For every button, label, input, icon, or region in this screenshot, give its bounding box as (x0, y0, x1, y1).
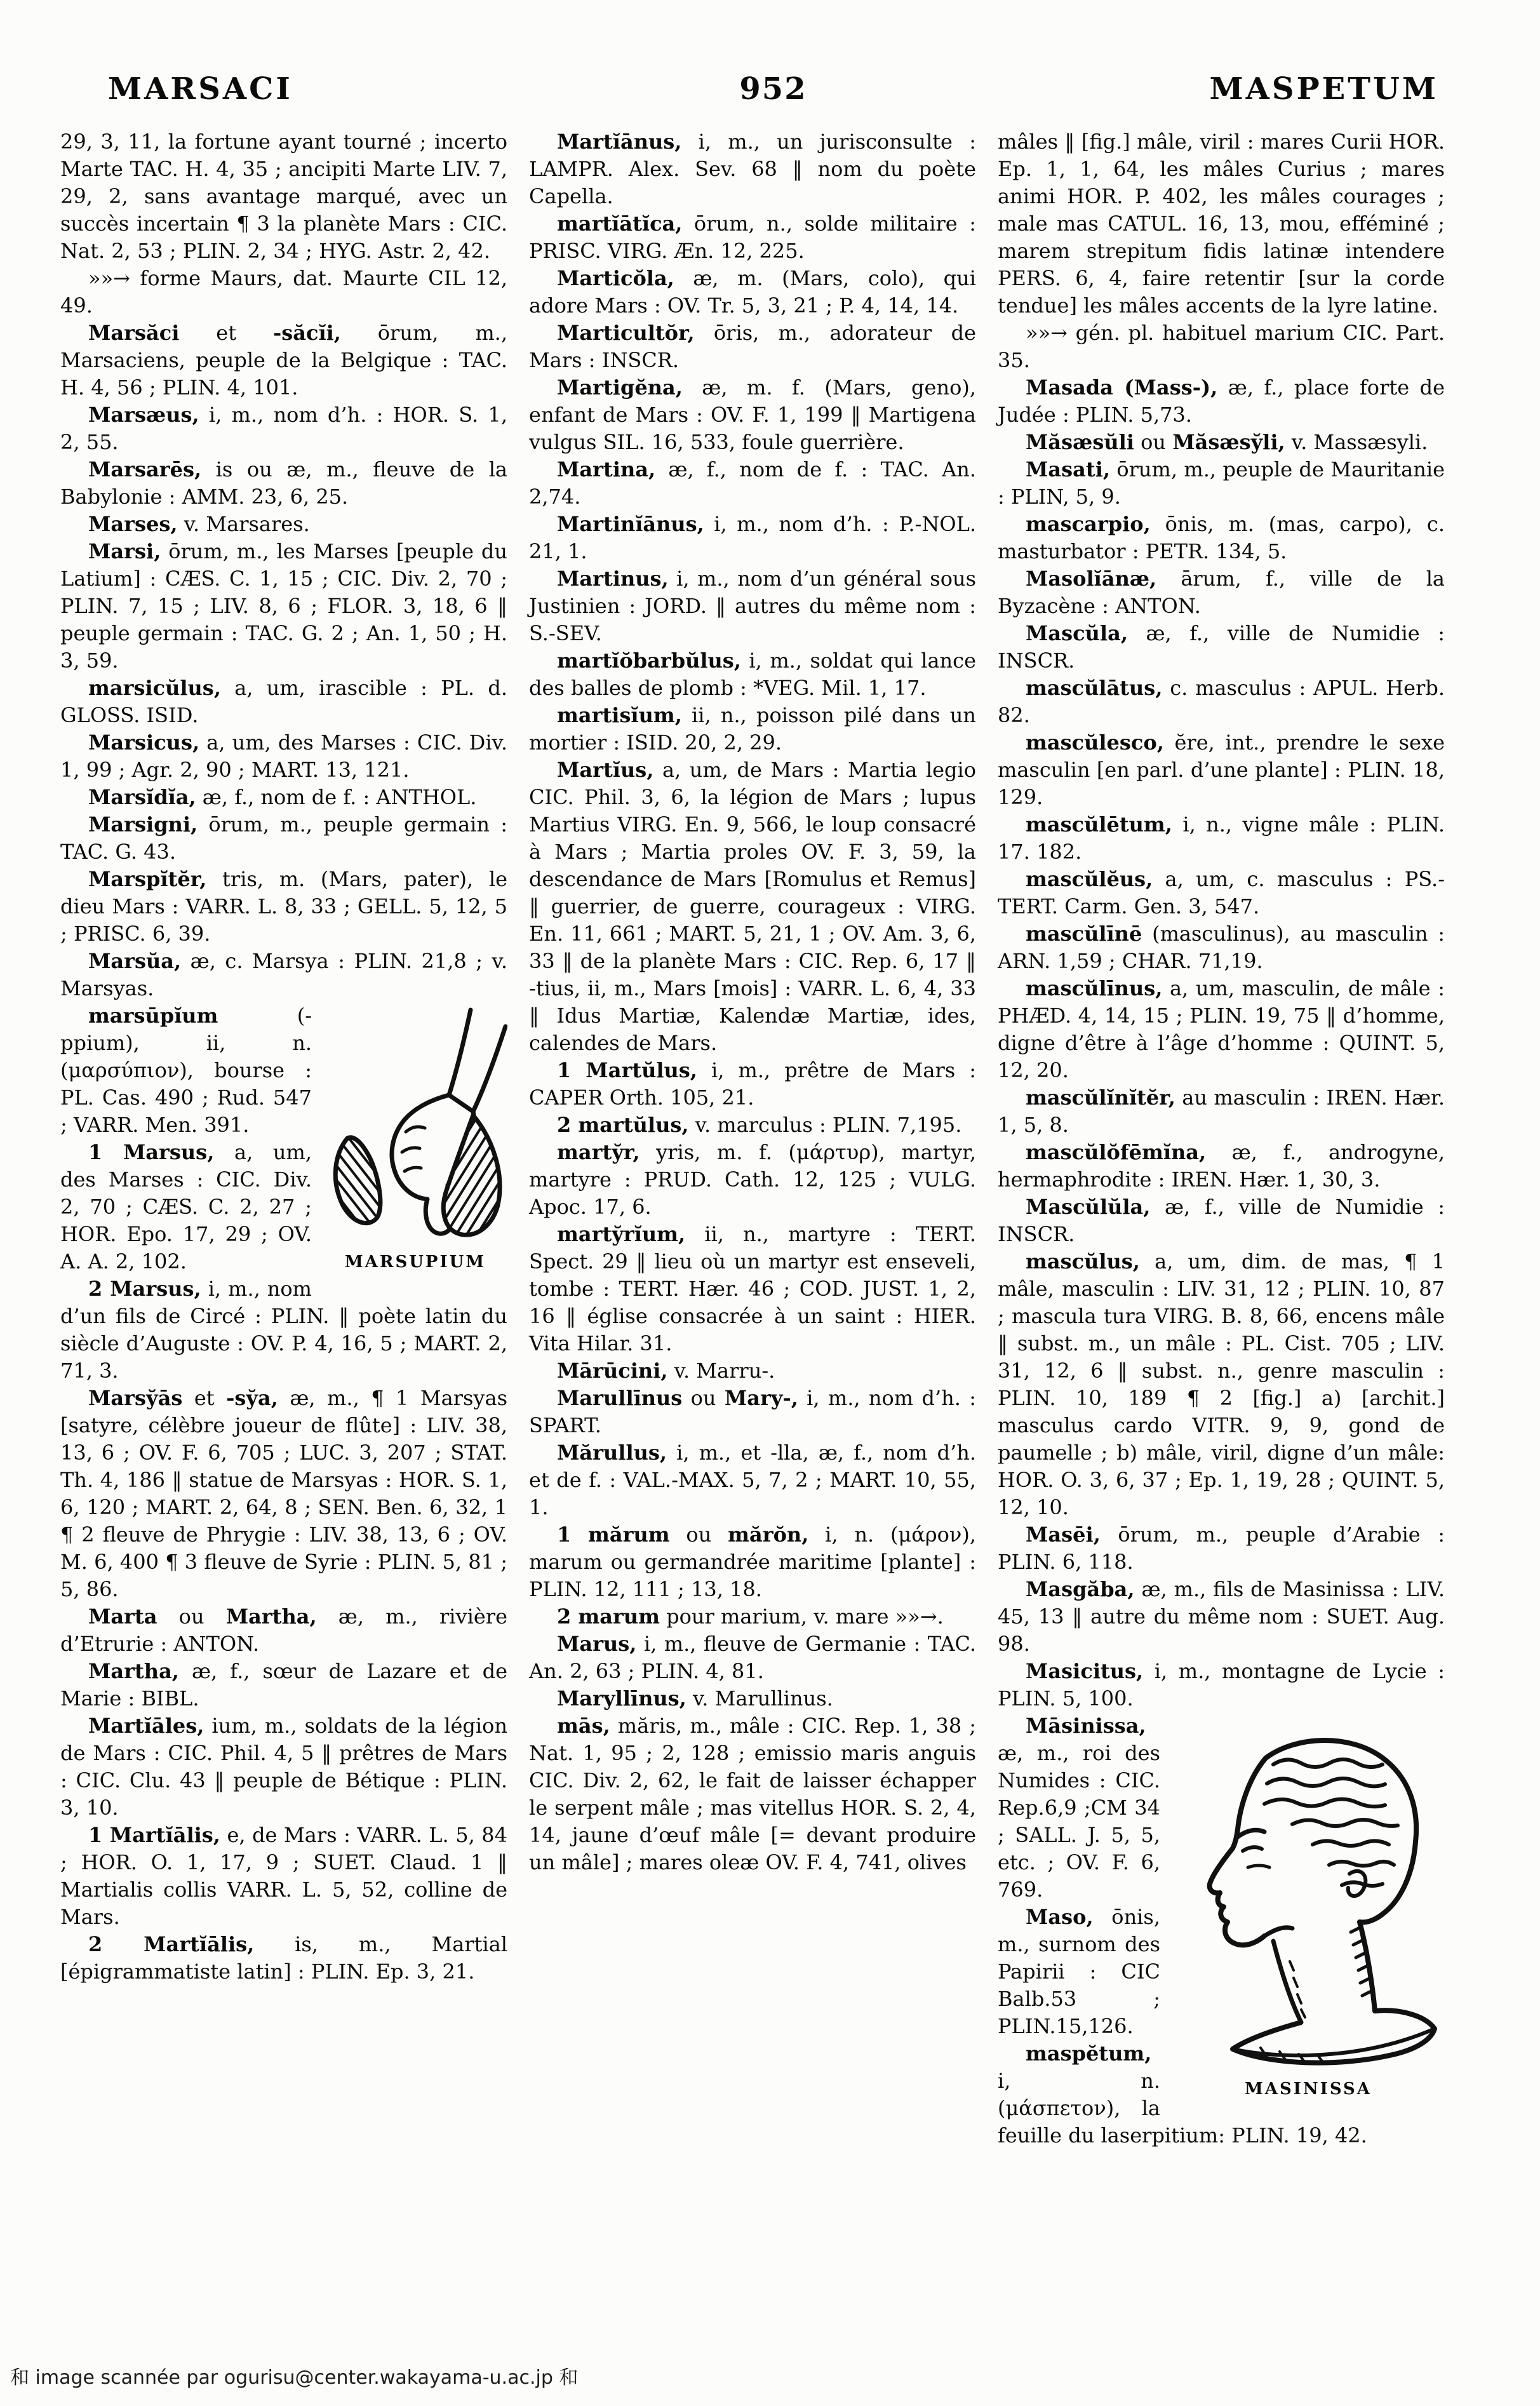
headword: 1 Marsus, (88, 1140, 215, 1164)
dictionary-entry (529, 456, 976, 511)
entry-text: ii, n., martyre : TERT. Spect. 29 ‖ lieu où un martyr est enseveli, tombe : TERT. Hær. 46 ; COD. JUST. 1, 2, 16 ‖ église consacrée à un saint : HIER. Vita Hilar. 31. (529, 1222, 976, 1355)
entry-text: ōrum, m., peuple germain : TAC. G. 43. (60, 812, 507, 864)
dictionary-entry (998, 128, 1445, 319)
headword: Marses, (88, 512, 178, 536)
headword: mascŭlesco, (1026, 730, 1164, 755)
entry-text: æ, f., nom de f. : ANTHOL. (196, 785, 477, 809)
headword: mascŭlētum, (1026, 812, 1172, 837)
entry-text: ou (157, 1604, 226, 1629)
dictionary-entry (529, 1439, 976, 1521)
headword: 2 Marsus, (88, 1277, 201, 1301)
page-header (0, 0, 1540, 107)
entry-text: ōrum, m., peuple de Mauritanie : PLIN, 5, 9. (998, 457, 1445, 509)
entry-text: »»→ forme Maurs, dat. Maurte CIL 12, 49. (60, 266, 507, 318)
entry-text: a, um, des Marses : CIC. Div. 2, 70 ; CÆS. C. 2, 27 ; HOR. Epo. 17, 29 ; OV. A. A. 2, 102. (60, 1140, 312, 1274)
dictionary-entry (60, 265, 507, 319)
header-keyword-left: MARSACI (108, 71, 293, 107)
entry-text: et (179, 321, 273, 345)
entry-text: 29, 3, 11, la fortune ayant tourné ; incerto Marte TAC. H. 4, 35 ; ancipiti Marte LIV. 7, 29, 2, sans avantage marqué, avec un succès incertain ¶ 3 la planète Mars : CIC. Nat. 2, 53 ; PLIN. 2, 34 ; HYG. Astr. 2, 42. (60, 130, 507, 263)
entry-text: ōnis, m. (mas, carpo), c. masturbator : PETR. 134, 5. (998, 512, 1445, 563)
dictionary-entry (998, 811, 1445, 866)
headword: Marsi, (88, 539, 161, 563)
dictionary-entry (60, 1931, 507, 1986)
entry-text: ārum, f., ville de la Byzacène : ANTON. (998, 567, 1445, 618)
headword: 2 marum (557, 1604, 660, 1629)
dictionary-entry (529, 319, 976, 374)
headword: Masicitus, (1026, 1659, 1144, 1683)
entry-text: æ, f., androgyne, hermaphrodite : IREN. Hær. 1, 30, 3. (998, 1140, 1445, 1192)
entry-text: ōrum, m., Marsaciens, peuple de la Belgique : TAC. H. 4, 56 ; PLIN. 4, 101. (60, 321, 508, 400)
entry-text: i, m., nom d’h. : HOR. S. 1, 2, 55. (60, 403, 507, 454)
entry-text: i, m., nom d’un fils de Circé : PLIN. ‖ poète latin du siècle d’Auguste : OV. P. 4, 16, 5 ; MART. 2, 71, 3. (60, 1277, 507, 1383)
dictionary-entry (529, 1112, 976, 1139)
page-number: 952 (739, 71, 807, 107)
entry-text: ōrum, m., les Marses [peuple du Latium] : CÆS. C. 1, 15 ; CIC. Div. 2, 70 ; PLIN. 7, 15 ; LIV. 8, 6 ; FLOR. 3, 18, 6 ‖ peuple germain : TAC. G. 2 ; An. 1, 50 ; H. 3, 59. (60, 539, 507, 673)
dictionary-entry (60, 675, 507, 729)
dictionary-entry (998, 511, 1445, 565)
headword: Măsæsŭli (1026, 430, 1134, 454)
dictionary-entry (998, 374, 1445, 429)
headword: Marsigni, (88, 812, 198, 837)
entry-text: v. Marsares. (177, 512, 310, 536)
headword: marsicŭlus, (88, 676, 221, 700)
entry-text: ou (669, 1522, 728, 1547)
entry-text: au masculin : IREN. Hær. 1, 5, 8. (998, 1085, 1445, 1137)
headword: Mārūcini, (557, 1359, 668, 1383)
dictionary-entry (998, 620, 1445, 675)
headword: mascarpio, (1026, 512, 1151, 536)
headword: Marsy̆ās (88, 1386, 183, 1410)
entry-text: mâles ‖ [fig.] mâle, viril : mares Curii HOR. Ep. 1, 1, 64, les mâles Curius ; mares animi HOR. P. 402, les mâles courages ; male mas CATUL. 16, 13, mou, efféminé ; marem strepitum fidis latinæ intendere PERS. 6, 4, faire retentir [sur la corde tendue] les mâles accents de la lyre latine. (998, 130, 1445, 318)
dictionary-entry (998, 456, 1445, 511)
headword: Martigĕna, (557, 375, 683, 400)
dictionary-entry (998, 1193, 1445, 1248)
dictionary-entry (60, 319, 507, 401)
entry-text: e, de Mars : VARR. L. 5, 84 ; HOR. O. 1, 17, 9 ; SUET. Claud. 1 ‖ Martialis collis VARR. L. 5, 52, colline de Mars. (60, 1823, 508, 1929)
headword: Marullīnus (557, 1386, 683, 1410)
headword: Marticultŏr, (557, 321, 695, 345)
dictionary-entry (60, 1712, 507, 1822)
entry-text: æ, m., fils de Masinissa : LIV. 45, 13 ‖ autre du même nom : SUET. Aug. 98. (998, 1577, 1445, 1656)
figure-caption: MASINISSA (1245, 2080, 1372, 2099)
dictionary-entry (60, 1658, 507, 1712)
headword: Martina, (557, 457, 656, 481)
entry-text: v. Marullinus. (686, 1686, 833, 1710)
dictionary-entry (60, 511, 507, 538)
entry-text: et (182, 1386, 227, 1410)
headword: mascŭlīnus, (1026, 976, 1163, 1000)
entry-text: i, m., nom d’h. : SPART. (529, 1386, 977, 1437)
dictionary-entry (998, 1658, 1445, 1712)
headword: marty̆rĭum, (557, 1222, 686, 1246)
headword: mascŭlĕus, (1026, 867, 1153, 891)
masinissa-illustration (1172, 1717, 1445, 2103)
entry-text: i, m., et -lla, æ, f., nom d’h. et de f. : VAL.-MAX. 5, 7, 2 ; MART. 10, 55, 1. (529, 1441, 976, 1519)
dictionary-entry (60, 729, 507, 784)
entry-text: ōris, m., adorateur de Mars : INSCR. (529, 321, 976, 372)
headword: Maso, (1026, 1905, 1094, 1929)
headword: Marsĭdĭa, (88, 785, 196, 809)
entry-text: ōrum, n., solde militaire : PRISC. VIRG. Æn. 12, 225. (529, 212, 976, 263)
entry-text: i, n., vigne mâle : PLIN. 17. 182. (998, 812, 1445, 864)
entry-text: a, um, des Marses : CIC. Div. 1, 99 ; Agr. 2, 90 ; MART. 13, 121. (60, 730, 507, 782)
entry-text: i, m., montagne de Lycie : PLIN. 5, 100. (998, 1659, 1445, 1710)
dictionary-entry (529, 1057, 976, 1112)
entry-text: i, m., nom d’un général sous Justinien : JORD. ‖ autres du même nom : S.-SEV. (529, 567, 976, 645)
entry-text: ĕre, int., prendre le sexe masculin [en parl. d’une plante] : PLIN. 18, 129. (998, 730, 1445, 809)
entry-text: i, n. (μάρον), marum ou germandrée maritime [plante] : PLIN. 12, 111 ; 13, 18. (529, 1522, 977, 1601)
headword: Martinĭānus, (557, 512, 704, 536)
columns (0, 107, 1540, 2149)
headword: mărŏn, (728, 1522, 809, 1547)
entry-text: v. marculus : PLIN. 7,195. (688, 1113, 962, 1137)
headword: Marsarēs, (88, 457, 202, 481)
entry-text: æ, m., roi des Numides : CIC. Rep.6,9 ;CM 34 ; SALL. J. 5, 5, etc. ; OV. F. 6, 769. (998, 1741, 1160, 1902)
headword: mascŭlŏfēmĭna, (1026, 1140, 1207, 1164)
headword: 1 Martŭlus, (557, 1058, 697, 1082)
dictionary-entry (998, 920, 1445, 975)
entry-text: æ, m., ¶ 1 Marsyas [satyre, célèbre joueur de flûte] : LIV. 38, 13, 6 ; OV. F. 6, 705 ; LUC. 3, 207 ; STAT. Th. 4, 186 ‖ statue de Marsyas : HOR. S. 1, 6, 120 ; MART. 2, 64, 8 ; SEN. Ben. 6, 32, 1 ¶ 2 fleuve de Phrygie : LIV. 38, 13, 6 ; OV. M. 6, 400 ¶ 3 fleuve de Syrie : PLIN. 5, 81 ; 5, 86. (60, 1386, 508, 1601)
dictionary-entry (529, 1221, 976, 1357)
entry-text: (-ppium), ii, n. (μαρσύπιον), bourse : PL. Cas. 490 ; Rud. 547 ; VARR. Men. 391. (60, 1004, 312, 1137)
headword: Martinus, (557, 567, 669, 591)
entry-text: ōnis, m., surnom des Papirii : CIC Balb.53 ; PLIN.15,126. (998, 1905, 1160, 2038)
headword: mās, (557, 1714, 610, 1738)
dictionary-entry (529, 1712, 976, 1876)
headword: marty̆r, (557, 1140, 640, 1164)
entry-text: is, m., Martial [épigrammatiste latin] : PLIN. Ep. 3, 21. (60, 1932, 508, 1984)
entry-text: æ, m. f. (Mars, geno), enfant de Mars : OV. F. 1, 199 ‖ Martigena vulgus SIL. 16, 533, foule guerrière. (529, 375, 976, 454)
entry-text: æ, f., nom de f. : TAC. An. 2,74. (529, 457, 976, 509)
entry-text: æ, f., sœur de Lazare et de Marie : BIBL. (60, 1659, 507, 1710)
dictionary-entry (998, 866, 1445, 920)
dictionary-entry (998, 975, 1445, 1084)
dictionary-entry (60, 811, 507, 866)
entry-text: a, um, irascible : PL. d. GLOSS. ISID. (60, 676, 507, 727)
dictionary-entry (998, 1139, 1445, 1193)
dictionary-entry (60, 784, 507, 811)
hand-purse-drawing (323, 1007, 507, 1244)
entry-text: c. masculus : APUL. Herb. 82. (998, 676, 1445, 727)
entry-text: æ, f., ville de Numidie : INSCR. (998, 621, 1445, 673)
entry-text: is ou æ, m., fleuve de la Babylonie : AMM. 23, 6, 25. (60, 457, 507, 509)
headword: Masada (Mass-), (1026, 375, 1218, 400)
dictionary-entry (529, 647, 976, 702)
headword: Masolĭānæ, (1026, 567, 1157, 591)
dictionary-entry (529, 1685, 976, 1712)
entry-text: v. Massæsyli. (1285, 430, 1428, 454)
headword: martisĭum, (557, 703, 682, 727)
entry-text: æ, m., rivière d’Etrurie : ANTON. (60, 1604, 507, 1656)
headword: mascŭlātus, (1026, 676, 1163, 700)
headword: mascŭlĭnĭtĕr, (1026, 1085, 1175, 1110)
headword: Marspĭtĕr, (88, 867, 207, 891)
entry-text: tris, m. (Mars, pater), le dieu Mars : VARR. L. 8, 33 ; GELL. 5, 12, 5 ; PRISC. 6, 39. (60, 867, 507, 946)
headword: -sy̆a, (226, 1386, 278, 1410)
headword: Masgăba, (1026, 1577, 1135, 1601)
entry-text: ou (1134, 430, 1173, 454)
dictionary-entry (998, 429, 1445, 456)
dictionary-entry (529, 702, 976, 756)
column-1 (60, 128, 507, 2149)
entry-text: i, m., soldat qui lance des balles de plomb : *VEG. Mil. 1, 17. (529, 649, 976, 700)
dictionary-entry (998, 1576, 1445, 1658)
headword: martĭŏbarbŭlus, (557, 649, 741, 673)
header-keyword-right: MASPETUM (1209, 71, 1438, 107)
headword: mascŭlus, (1026, 1249, 1140, 1274)
dictionary-entry (998, 319, 1445, 374)
entry-text: a, um, de Mars : Martia legio CIC. Phil. 3, 6, la légion de Mars ; lupus Martius VIRG. En. 9, 566, le loup consacré à Mars ; Martia proles OV. F. 3, 59, la descendance de Mars [Romulus et Remus] ‖ guerrier, de guerre, courageux : VIRG. En. 11, 661 ; MART. 5, 21, 1 ; OV. Am. 3, 6, 33 ‖ de la planète Mars : CIC. Rep. 6, 17 ‖ -tius, ii, m., Mars [mois] : VARR. L. 6, 4, 33 ‖ Idus Martiæ, Kalendæ Martiæ, ides, calendes de Mars. (529, 758, 976, 1055)
headword: Marus, (557, 1632, 637, 1656)
entry-text: æ, f., ville de Numidie : INSCR. (998, 1195, 1445, 1246)
headword: mascŭlīnē (1026, 922, 1142, 946)
entry-text: a, um, c. masculus : PS.-TERT. Carm. Gen. 3, 547. (998, 867, 1445, 918)
dictionary-entry (529, 265, 976, 319)
dictionary-entry (60, 1822, 507, 1931)
headword: Marsăci (88, 321, 180, 345)
headword: Mascŭla, (1026, 621, 1128, 645)
headword: Mascŭlŭla, (1026, 1195, 1151, 1219)
entry-text: ium, m., soldats de la légion de Mars : CIC. Phil. 4, 5 ‖ prêtres de Mars : CIC. Clu. 43 ‖ peuple de Bétique : PLIN. 3, 10. (60, 1714, 507, 1820)
dictionary-entry (529, 1357, 976, 1385)
entry-text: măris, m., mâle : CIC. Rep. 1, 38 ; Nat. 1, 95 ; 2, 128 ; emissio maris anguis CIC. Div. 2, 62, le fait de laisser échapper le serpent mâle ; mas vitellus HOR. S. 2, 4, 14, jaune d’œuf mâle [= devant produire un mâle] ; mares oleæ OV. F. 4, 741, olives (529, 1714, 976, 1874)
headword: maspĕtum, (1026, 2041, 1152, 2066)
dictionary-entry (60, 948, 507, 1002)
entry-text: i, m., nom d’h. : P.-NOL. 21, 1. (529, 512, 976, 563)
dictionary-entry (998, 1248, 1445, 1521)
profile-head-drawing (1172, 1717, 1445, 2071)
dictionary-entry (60, 456, 507, 511)
dictionary-entry (529, 1521, 976, 1603)
dictionary-entry (60, 401, 507, 456)
entry-text: i, m., un jurisconsulte : LAMPR. Alex. Sev. 68 ‖ nom du poète Capella. (529, 130, 976, 208)
entry-text: æ, f., place forte de Judée : PLIN. 5,73. (998, 375, 1445, 427)
entry-text: a, um, masculin, de mâle : PHÆD. 4, 14, 15 ; PLIN. 19, 75 ‖ d’homme, digne d’être à l’âge d’homme : QUINT. 5, 12, 20. (998, 976, 1445, 1082)
headword: -săcĭi, (272, 321, 341, 345)
headword: Martha, (225, 1604, 317, 1629)
dictionary-entry (529, 565, 976, 647)
entry-text: v. Marru-. (667, 1359, 775, 1383)
dictionary-entry (529, 374, 976, 456)
entry-text: ōrum, m., peuple d’Arabie : PLIN. 6, 118. (998, 1522, 1445, 1574)
scan-credit: 和 image scannée par ogurisu@center.wakayama-u.ac.jp 和 (10, 2367, 579, 2389)
headword: Marsŭa, (88, 949, 182, 973)
headword: Masēi, (1026, 1522, 1101, 1547)
dictionary-entry (998, 565, 1445, 620)
dictionary-entry (998, 1084, 1445, 1139)
headword: Masati, (1026, 457, 1110, 481)
entry-text: »»→ gén. pl. habituel marium CIC. Part. 35. (998, 321, 1445, 372)
entry-text: pour marium, v. mare »»→. (659, 1604, 944, 1629)
headword: Martĭānus, (557, 130, 682, 154)
dictionary-entry (998, 675, 1445, 729)
headword: Marsicus, (88, 730, 200, 755)
dictionary-entry (60, 128, 507, 265)
headword: Marticŏla, (557, 266, 674, 290)
headword: 1 mărum (557, 1522, 670, 1547)
entry-text: yris, m. f. (μάρτυρ), martyr, martyre : PRUD. Cath. 12, 125 ; VULG. Apoc. 17, 6. (529, 1140, 976, 1219)
entry-text: ii, n., poisson pilé dans un mortier : ISID. 20, 2, 29. (529, 703, 976, 755)
headword: Martĭus, (557, 758, 654, 782)
headword: 1 Martĭālis, (88, 1823, 220, 1847)
headword: Măsæsy̆li, (1172, 430, 1285, 454)
headword: Martha, (88, 1659, 179, 1683)
dictionary-entry (529, 1630, 976, 1685)
entry-text: a, um, dim. de mas, ¶ 1 mâle, masculin : LIV. 31, 12 ; PLIN. 10, 87 ; mascula tura VIRG. B. 8, 66, encens mâle ‖ subst. m., un mâle : PL. Cist. 705 ; LIV. 31, 12, 6 ‖ subst. n., genre masculin : PLIN. 10, 189 ¶ 2 [fig.] a) [archit.] masculus cardo VITR. 9, 9, gond de paumelle ; b) mâle, viril, digne d’un mâle: HOR. O. 3, 6, 37 ; Ep. 1, 19, 28 ; QUINT. 5, 12, 10. (998, 1249, 1445, 1519)
headword: marsūpĭum (88, 1004, 218, 1028)
dictionary-entry (529, 1603, 976, 1630)
dictionary-entry (60, 1275, 507, 1385)
entry-text: (masculinus), au masculin : ARN. 1,59 ; CHAR. 71,19. (998, 922, 1445, 973)
dictionary-entry (529, 128, 976, 210)
headword: Marsæus, (88, 403, 199, 427)
dictionary-entry (60, 538, 507, 675)
marsupium-illustration (323, 1007, 507, 1276)
column-2 (529, 128, 976, 2149)
dictionary-entry (529, 756, 976, 1057)
headword: martĭātĭca, (557, 212, 683, 236)
headword: Martĭāles, (88, 1714, 204, 1738)
entry-text: ou (682, 1386, 725, 1410)
entry-text: i, n. (μάσπετον), la feuille du laserpitium: PLIN. 19, 42. (998, 2069, 1367, 2147)
dictionary-entry (529, 210, 976, 265)
column-3 (998, 128, 1445, 2149)
headword: Marta (88, 1604, 157, 1629)
headword: 2 Martĭālis, (88, 1932, 255, 1956)
dictionary-entry (529, 1385, 976, 1439)
entry-text: æ, m. (Mars, colo), qui adore Mars : OV. Tr. 5, 3, 21 ; P. 4, 14, 14. (529, 266, 976, 318)
headword: Maryllīnus, (557, 1686, 686, 1710)
headword: Mărullus, (557, 1441, 667, 1465)
headword: 2 martŭlus, (557, 1113, 689, 1137)
entry-text: i, m., fleuve de Germanie : TAC. An. 2, 63 ; PLIN. 4, 81. (529, 1632, 976, 1683)
headword: Mary-, (724, 1386, 798, 1410)
dictionary-entry (529, 511, 976, 565)
dictionary-entry (60, 1603, 507, 1658)
entry-text: i, m., prêtre de Mars : CAPER Orth. 105, 21. (529, 1058, 977, 1110)
figure-caption: MARSUPIUM (344, 1253, 486, 1272)
dictionary-entry (60, 866, 507, 948)
dictionary-entry (60, 1385, 507, 1603)
entry-text: æ, c. Marsya : PLIN. 21,8 ; v. Marsyas. (60, 949, 507, 1000)
headword: Māsinissa, (1026, 1714, 1146, 1738)
dictionary-entry (529, 1139, 976, 1221)
dictionary-entry (998, 729, 1445, 811)
dictionary-entry (998, 1521, 1445, 1576)
